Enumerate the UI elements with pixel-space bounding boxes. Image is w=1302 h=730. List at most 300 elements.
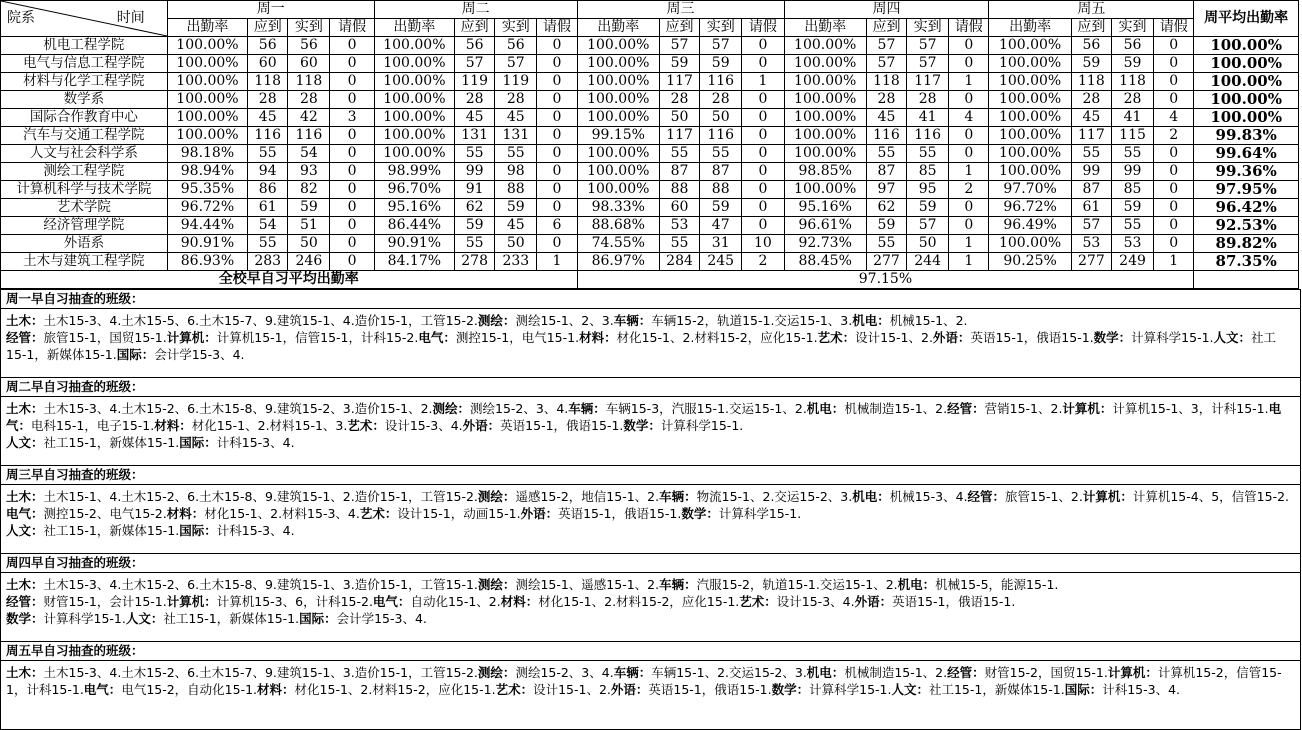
metric-header: 实到 xyxy=(1111,19,1153,37)
table-row xyxy=(1,55,1299,73)
class-list: 土木15-3、4.土木15-2、6.土木15-7、9.建筑15-1、3.造价15-1，工管15-2. xyxy=(43,665,478,680)
actual-count: 57 xyxy=(907,37,949,55)
metric-header: 出勤率 xyxy=(577,19,659,37)
attendance-rate: 100.00% xyxy=(784,109,866,127)
department-label: 车辆： xyxy=(568,401,606,416)
actual-count: 28 xyxy=(700,91,742,109)
department-label: 测绘： xyxy=(477,665,516,680)
metric-header: 实到 xyxy=(495,19,537,37)
expected-count: 91 xyxy=(455,181,495,199)
department-label: 人文： xyxy=(6,523,44,538)
class-list: 车辆15-3，汽服15-1.交运15-1、2. xyxy=(605,401,807,416)
attendance-rate: 86.97% xyxy=(577,253,659,271)
college-name: 数学系 xyxy=(1,91,168,109)
weekly-average: 100.00% xyxy=(1194,109,1299,127)
table-row xyxy=(1,253,1299,271)
department-label: 材料： xyxy=(257,682,295,697)
class-list: 自动化15-1、2. xyxy=(410,594,501,609)
expected-count: 28 xyxy=(455,91,495,109)
class-list: 营销15-1、2. xyxy=(984,401,1063,416)
department-label: 电气： xyxy=(6,506,44,521)
expected-count: 118 xyxy=(248,73,288,91)
attendance-rate: 96.49% xyxy=(989,217,1071,235)
expected-count: 57 xyxy=(455,55,495,73)
class-list: 计算科学15-1. xyxy=(718,506,802,521)
department-label: 国际： xyxy=(179,523,217,538)
leave-count: 1 xyxy=(949,235,989,253)
class-list: 土木15-1、4.土木15-2、6.土木15-8、9.建筑15-1、2.造价15-1，工管15-2. xyxy=(43,489,478,504)
department-label: 国际： xyxy=(299,611,337,626)
class-list: 社工15-1，新媒体15-1. xyxy=(43,435,180,450)
class-list: 电科15-1，电子15-1. xyxy=(31,418,155,433)
expected-count: 53 xyxy=(1071,235,1111,253)
leave-count: 0 xyxy=(949,37,989,55)
attendance-rate: 84.17% xyxy=(374,253,454,271)
actual-count: 50 xyxy=(700,109,742,127)
department-label: 电气： xyxy=(6,401,1282,433)
attendance-rate: 100.00% xyxy=(989,235,1071,253)
leave-count: 0 xyxy=(537,145,577,163)
department-label: 材料： xyxy=(166,506,205,521)
attendance-rate: 100.00% xyxy=(784,73,866,91)
class-list: 材化15-1、2.材料15-1、3. xyxy=(191,418,348,433)
class-list: 机械15-1、2. xyxy=(889,313,968,328)
department-label: 土木： xyxy=(6,577,44,592)
leave-count: 0 xyxy=(742,109,784,127)
weekly-average: 100.00% xyxy=(1194,37,1299,55)
leave-count: 0 xyxy=(742,127,784,145)
department-label: 机电： xyxy=(806,665,845,680)
leave-count: 2 xyxy=(1154,127,1194,145)
college-name: 艺术学院 xyxy=(1,199,168,217)
expected-count: 118 xyxy=(1071,73,1111,91)
actual-count: 59 xyxy=(700,55,742,73)
department-label: 艺术： xyxy=(347,418,385,433)
college-name: 外语系 xyxy=(1,235,168,253)
expected-count: 53 xyxy=(659,217,699,235)
attendance-rate: 86.44% xyxy=(374,217,454,235)
class-list: 材化15-1、2.材料15-2，应化15-1. xyxy=(616,330,818,345)
attendance-rate: 96.72% xyxy=(167,199,247,217)
attendance-rate: 100.00% xyxy=(784,37,866,55)
attendance-rate: 90.25% xyxy=(989,253,1071,271)
class-list: 社工15-1，新媒体15-1. xyxy=(43,523,180,538)
leave-count: 4 xyxy=(1154,109,1194,127)
leave-count: 0 xyxy=(1154,73,1194,91)
college-name: 国际合作教育中心 xyxy=(1,109,168,127)
leave-count: 0 xyxy=(742,145,784,163)
class-list: 计算科学15-1. xyxy=(43,611,126,626)
leave-count: 0 xyxy=(1154,91,1194,109)
class-list: 计算机15-1、3，计科15-1. xyxy=(1112,401,1269,416)
leave-count: 0 xyxy=(1154,217,1194,235)
department-label: 国际： xyxy=(179,435,217,450)
metric-header: 出勤率 xyxy=(167,19,247,37)
day-header: 周四 xyxy=(784,1,989,19)
actual-count: 233 xyxy=(495,253,537,271)
attendance-rate: 88.45% xyxy=(784,253,866,271)
leave-count: 0 xyxy=(330,37,374,55)
actual-count: 50 xyxy=(907,235,949,253)
class-list: 材化15-1、2.材料15-3、4. xyxy=(204,506,360,521)
actual-count: 59 xyxy=(495,199,537,217)
attendance-rate: 94.44% xyxy=(167,217,247,235)
actual-count: 47 xyxy=(700,217,742,235)
expected-count: 116 xyxy=(866,127,906,145)
sampled-classes-notes xyxy=(0,289,1301,730)
class-list: 计算机15-3、6，计科15-2. xyxy=(216,594,373,609)
expected-count: 131 xyxy=(455,127,495,145)
leave-count: 0 xyxy=(330,91,374,109)
attendance-rate: 99.15% xyxy=(577,127,659,145)
expected-count: 87 xyxy=(866,163,906,181)
weekly-average: 100.00% xyxy=(1194,73,1299,91)
class-list: 计算科学15-1. xyxy=(1131,330,1214,345)
actual-count: 116 xyxy=(700,73,742,91)
attendance-rate: 100.00% xyxy=(167,91,247,109)
day-header: 周五 xyxy=(989,1,1194,19)
attendance-rate: 100.00% xyxy=(374,73,454,91)
department-label: 人文： xyxy=(891,682,929,697)
leave-count: 0 xyxy=(1154,235,1194,253)
leave-count: 0 xyxy=(949,217,989,235)
attendance-rate: 100.00% xyxy=(577,109,659,127)
weekly-average: 96.42% xyxy=(1194,199,1299,217)
department-label: 计算机： xyxy=(1062,401,1113,416)
weekly-average: 100.00% xyxy=(1194,91,1299,109)
attendance-rate: 96.70% xyxy=(374,181,454,199)
class-list: 机械制造15-1、2. xyxy=(844,665,948,680)
leave-count: 2 xyxy=(949,181,989,199)
attendance-rate: 98.85% xyxy=(784,163,866,181)
section-body xyxy=(1,308,1300,377)
attendance-rate: 100.00% xyxy=(167,73,247,91)
actual-count: 117 xyxy=(907,73,949,91)
expected-count: 59 xyxy=(659,55,699,73)
weekly-average: 100.00% xyxy=(1194,55,1299,73)
metric-header: 应到 xyxy=(248,19,288,37)
leave-count: 0 xyxy=(330,235,374,253)
class-list: 社工15-1，新媒体15-1. xyxy=(163,611,300,626)
class-list: 测绘15-1、遥感15-1、2. xyxy=(515,577,660,592)
actual-count: 244 xyxy=(907,253,949,271)
actual-count: 59 xyxy=(288,199,330,217)
metric-header: 请假 xyxy=(742,19,784,37)
attendance-rate: 95.16% xyxy=(784,199,866,217)
department-label: 车辆： xyxy=(613,313,652,328)
actual-count: 57 xyxy=(907,217,949,235)
weekly-average: 87.35% xyxy=(1194,253,1299,271)
expected-count: 94 xyxy=(248,163,288,181)
college-name: 计算机科学与技术学院 xyxy=(1,181,168,199)
department-label: 外语： xyxy=(854,594,893,609)
expected-count: 50 xyxy=(659,109,699,127)
leave-count: 0 xyxy=(330,55,374,73)
expected-count: 117 xyxy=(659,73,699,91)
leave-count: 0 xyxy=(742,217,784,235)
table-row xyxy=(1,235,1299,253)
expected-count: 55 xyxy=(248,145,288,163)
attendance-rate: 100.00% xyxy=(577,145,659,163)
header-row-days xyxy=(1,1,1299,19)
actual-count: 28 xyxy=(1111,91,1153,109)
department-label: 电气： xyxy=(83,682,122,697)
actual-count: 55 xyxy=(1111,145,1153,163)
department-label: 材料： xyxy=(500,594,539,609)
expected-count: 88 xyxy=(659,181,699,199)
metric-header: 实到 xyxy=(907,19,949,37)
actual-count: 55 xyxy=(495,145,537,163)
leave-count: 0 xyxy=(1154,163,1194,181)
department-label: 土木： xyxy=(6,665,44,680)
expected-count: 56 xyxy=(455,37,495,55)
class-list: 财管15-2，国贸15-1. xyxy=(984,665,1108,680)
expected-count: 57 xyxy=(1071,217,1111,235)
leave-count: 1 xyxy=(949,163,989,181)
expected-count: 55 xyxy=(455,145,495,163)
department-label: 计算机： xyxy=(166,330,217,345)
class-list: 计科15-3、4. xyxy=(216,435,295,450)
expected-count: 284 xyxy=(659,253,699,271)
weekly-average: 99.83% xyxy=(1194,127,1299,145)
class-list: 设计15-3、4. xyxy=(776,594,855,609)
actual-count: 98 xyxy=(495,163,537,181)
leave-count: 0 xyxy=(1154,145,1194,163)
department-label: 土木： xyxy=(6,313,44,328)
actual-count: 45 xyxy=(495,217,537,235)
actual-count: 55 xyxy=(700,145,742,163)
actual-count: 245 xyxy=(700,253,742,271)
leave-count: 0 xyxy=(742,55,784,73)
attendance-rate: 100.00% xyxy=(989,163,1071,181)
attendance-rate: 100.00% xyxy=(784,55,866,73)
leave-count: 0 xyxy=(742,91,784,109)
department-label: 计算机： xyxy=(1082,489,1133,504)
leave-count: 3 xyxy=(330,109,374,127)
class-list: 计算科学15-1. xyxy=(809,682,892,697)
expected-count: 56 xyxy=(248,37,288,55)
leave-count: 1 xyxy=(537,253,577,271)
department-label: 土木： xyxy=(6,401,44,416)
leave-count: 0 xyxy=(949,145,989,163)
actual-count: 41 xyxy=(907,109,949,127)
leave-count: 0 xyxy=(742,199,784,217)
actual-count: 51 xyxy=(288,217,330,235)
class-list: 旅管15-1、2. xyxy=(1005,489,1083,504)
expected-count: 45 xyxy=(1071,109,1111,127)
department-label: 经管： xyxy=(947,401,985,416)
class-list: 土木15-3、4.土木15-5、6.土木15-7、9.建筑15-1、4.造价15-1，工管15-2. xyxy=(43,313,478,328)
leave-count: 0 xyxy=(330,163,374,181)
expected-count: 56 xyxy=(1071,37,1111,55)
weekly-average: 99.64% xyxy=(1194,145,1299,163)
attendance-rate: 100.00% xyxy=(784,181,866,199)
college-name: 土木与建筑工程学院 xyxy=(1,253,168,271)
expected-count: 59 xyxy=(866,217,906,235)
attendance-rate: 100.00% xyxy=(577,163,659,181)
class-list: 会计学15-3、4. xyxy=(336,611,427,626)
actual-count: 82 xyxy=(288,181,330,199)
attendance-rate: 100.00% xyxy=(374,145,454,163)
attendance-rate: 74.55% xyxy=(577,235,659,253)
table-row xyxy=(1,73,1299,91)
actual-count: 116 xyxy=(288,127,330,145)
expected-count: 55 xyxy=(659,145,699,163)
leave-count: 0 xyxy=(330,217,374,235)
actual-count: 131 xyxy=(495,127,537,145)
leave-count: 0 xyxy=(537,109,577,127)
empty-cell xyxy=(1194,271,1299,289)
class-list: 物流15-1、2.交运15-2、3. xyxy=(696,489,853,504)
college-name: 材料与化学工程学院 xyxy=(1,73,168,91)
class-list: 测绘15-2、3、4. xyxy=(470,401,569,416)
metric-header: 出勤率 xyxy=(989,19,1071,37)
actual-count: 115 xyxy=(1111,127,1153,145)
leave-count: 2 xyxy=(742,253,784,271)
actual-count: 99 xyxy=(1111,163,1153,181)
class-list: 材化15-1、2.材料15-2，应化15-1. xyxy=(538,594,740,609)
metric-header: 出勤率 xyxy=(784,19,866,37)
weekly-average: 92.53% xyxy=(1194,217,1299,235)
actual-count: 246 xyxy=(288,253,330,271)
department-label: 艺术： xyxy=(817,330,856,345)
expected-count: 61 xyxy=(1071,199,1111,217)
section-title: 周二早自习抽查的班级： xyxy=(1,377,1300,396)
attendance-rate: 100.00% xyxy=(577,181,659,199)
department-label: 外语： xyxy=(610,682,649,697)
class-list: 社工15-1，新媒体15-1. xyxy=(6,330,1277,362)
actual-count: 45 xyxy=(495,109,537,127)
department-label: 电气： xyxy=(372,594,411,609)
class-list: 设计15-1、2. xyxy=(533,682,611,697)
expected-count: 277 xyxy=(1071,253,1111,271)
department-label: 数学： xyxy=(6,611,44,626)
day-header: 周一 xyxy=(167,1,374,19)
department-label: 人文： xyxy=(1213,330,1252,345)
table-row xyxy=(1,163,1299,181)
class-list: 土木15-3、4.土木15-2、6.土木15-8、9.建筑15-1、3.造价15-1，工管15-1. xyxy=(43,577,478,592)
expected-count: 60 xyxy=(659,199,699,217)
weekly-average: 99.36% xyxy=(1194,163,1299,181)
actual-count: 88 xyxy=(700,181,742,199)
class-list: 英语15-1，俄语15-1. xyxy=(892,594,1016,609)
attendance-rate: 98.18% xyxy=(167,145,247,163)
actual-count: 31 xyxy=(700,235,742,253)
expected-count: 87 xyxy=(1071,181,1111,199)
department-label: 数学： xyxy=(771,682,810,697)
class-list: 会计学15-3、4. xyxy=(154,347,245,362)
expected-count: 277 xyxy=(866,253,906,271)
leave-count: 0 xyxy=(949,199,989,217)
class-list: 旅管15-1，国贸15-1. xyxy=(43,330,167,345)
leave-count: 0 xyxy=(537,73,577,91)
department-label: 经管： xyxy=(947,665,985,680)
corner-time-label: 时间 xyxy=(116,10,145,26)
table-row xyxy=(1,37,1299,55)
department-label: 计算机： xyxy=(166,594,217,609)
actual-count: 85 xyxy=(907,163,949,181)
actual-count: 56 xyxy=(495,37,537,55)
expected-count: 99 xyxy=(1071,163,1111,181)
corner-header xyxy=(1,1,168,37)
expected-count: 55 xyxy=(659,235,699,253)
department-label: 国际： xyxy=(1064,682,1103,697)
actual-count: 55 xyxy=(1111,217,1153,235)
expected-count: 55 xyxy=(455,235,495,253)
attendance-rate: 100.00% xyxy=(784,91,866,109)
expected-count: 28 xyxy=(248,91,288,109)
class-list: 车辆15-1、2.交运15-2、3. xyxy=(651,665,807,680)
actual-count: 28 xyxy=(907,91,949,109)
leave-count: 0 xyxy=(742,37,784,55)
leave-count: 0 xyxy=(330,199,374,217)
department-label: 机电： xyxy=(806,401,845,416)
actual-count: 28 xyxy=(495,91,537,109)
expected-count: 86 xyxy=(248,181,288,199)
attendance-rate: 90.91% xyxy=(374,235,454,253)
attendance-rate: 96.72% xyxy=(989,199,1071,217)
leave-count: 0 xyxy=(1154,55,1194,73)
section-title: 周一早自习抽查的班级： xyxy=(1,289,1300,308)
expected-count: 55 xyxy=(248,235,288,253)
expected-count: 283 xyxy=(248,253,288,271)
attendance-rate: 100.00% xyxy=(989,109,1071,127)
college-name: 人文与社会科学系 xyxy=(1,145,168,163)
table-row xyxy=(1,109,1299,127)
leave-count: 0 xyxy=(537,199,577,217)
class-list: 计算机15-1，信管15-1，计科15-2. xyxy=(216,330,419,345)
department-label: 计算机： xyxy=(1107,665,1158,680)
section-title: 周三早自习抽查的班级： xyxy=(1,465,1300,484)
attendance-rate: 100.00% xyxy=(167,37,247,55)
leave-count: 0 xyxy=(1154,37,1194,55)
day-header: 周三 xyxy=(577,1,784,19)
department-label: 测绘： xyxy=(477,313,516,328)
expected-count: 57 xyxy=(866,37,906,55)
attendance-rate: 90.91% xyxy=(167,235,247,253)
metric-header: 实到 xyxy=(288,19,330,37)
table-row xyxy=(1,199,1299,217)
expected-count: 119 xyxy=(455,73,495,91)
actual-count: 118 xyxy=(288,73,330,91)
expected-count: 116 xyxy=(248,127,288,145)
department-label: 车辆： xyxy=(613,665,652,680)
class-list: 计算机15-2，信管15-1，计科15-1. xyxy=(6,665,1282,697)
department-label: 经管： xyxy=(6,594,44,609)
class-list: 英语15-1，俄语15-1. xyxy=(500,418,624,433)
weekly-average-header: 周平均出勤率 xyxy=(1194,1,1299,37)
expected-count: 45 xyxy=(248,109,288,127)
leave-count: 1 xyxy=(1154,253,1194,271)
class-list: 设计15-1，动画15-1. xyxy=(397,506,521,521)
leave-count: 0 xyxy=(1154,181,1194,199)
department-label: 外语： xyxy=(462,418,501,433)
attendance-rate: 100.00% xyxy=(989,91,1071,109)
actual-count: 50 xyxy=(495,235,537,253)
actual-count: 88 xyxy=(495,181,537,199)
attendance-rate: 100.00% xyxy=(577,37,659,55)
leave-count: 4 xyxy=(949,109,989,127)
class-list: 英语15-1，俄语15-1. xyxy=(648,682,772,697)
metric-header: 出勤率 xyxy=(374,19,454,37)
attendance-rate: 95.35% xyxy=(167,181,247,199)
expected-count: 87 xyxy=(659,163,699,181)
expected-count: 118 xyxy=(866,73,906,91)
table-row xyxy=(1,91,1299,109)
class-list: 车辆15-2，轨道15-1.交运15-1、3. xyxy=(651,313,853,328)
header-row-metrics xyxy=(1,19,1299,37)
actual-count: 54 xyxy=(288,145,330,163)
